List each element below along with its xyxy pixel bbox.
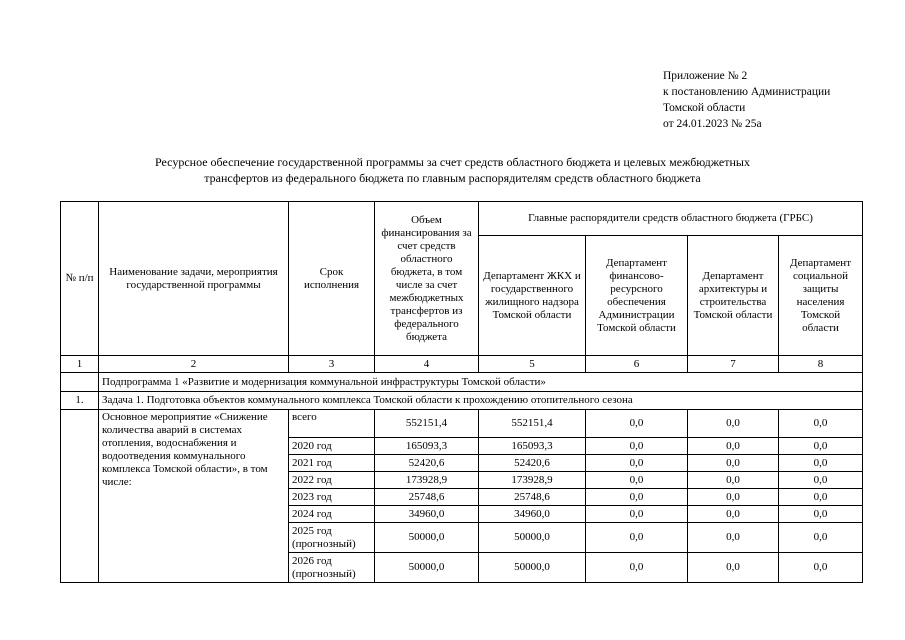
volume-cell: 50000,0 xyxy=(375,523,479,553)
period-cell: 2021 год xyxy=(289,455,375,472)
dept-finance-cell: 0,0 xyxy=(586,455,688,472)
volume-cell: 552151,4 xyxy=(375,410,479,438)
dept-social-cell: 0,0 xyxy=(779,523,863,553)
measure-title: Основное мероприятие «Снижение количества аварий в системах отопления, водоснабжения и водоотведения коммунального комплекса Томской области», в том числе: xyxy=(99,410,289,583)
dept-architecture-cell: 0,0 xyxy=(688,489,779,506)
empty-cell xyxy=(61,410,99,583)
dept-architecture-cell: 0,0 xyxy=(688,438,779,455)
dept-housing-cell: 52420,6 xyxy=(479,455,586,472)
volume-cell: 173928,9 xyxy=(375,472,479,489)
dept-housing-cell: 552151,4 xyxy=(479,410,586,438)
dept-social-cell: 0,0 xyxy=(779,489,863,506)
appendix-line: Приложение № 2 xyxy=(663,70,748,82)
dept-architecture-cell: 0,0 xyxy=(688,410,779,438)
task-number: 1. xyxy=(61,392,99,410)
table-row xyxy=(61,410,863,438)
dept-finance-cell: 0,0 xyxy=(586,489,688,506)
header-dept-architecture: Департамент архитектуры и строительства Томской области xyxy=(688,236,779,356)
document-title xyxy=(90,154,815,186)
dept-finance-cell: 0,0 xyxy=(586,553,688,583)
subprogram-row xyxy=(61,373,863,392)
title-line: Ресурсное обеспечение государственной программы за счет средств областного бюджета и целевых межбюджетных xyxy=(155,155,750,169)
dept-housing-cell: 165093,3 xyxy=(479,438,586,455)
dept-housing-cell: 173928,9 xyxy=(479,472,586,489)
appendix-block xyxy=(663,68,893,132)
header-dept-finance: Департамент финансово-ресурсного обеспечения Администрации Томской области xyxy=(586,236,688,356)
dept-social-cell: 0,0 xyxy=(779,455,863,472)
dept-architecture-cell: 0,0 xyxy=(688,506,779,523)
dept-social-cell: 0,0 xyxy=(779,438,863,455)
dept-architecture-cell: 0,0 xyxy=(688,472,779,489)
header-num: № п/п xyxy=(61,202,99,356)
period-cell: 2020 год xyxy=(289,438,375,455)
dept-housing-cell: 25748,6 xyxy=(479,489,586,506)
volume-cell: 34960,0 xyxy=(375,506,479,523)
column-number: 8 xyxy=(779,356,863,373)
dept-social-cell: 0,0 xyxy=(779,410,863,438)
column-number: 3 xyxy=(289,356,375,373)
dept-housing-cell: 50000,0 xyxy=(479,523,586,553)
volume-cell: 52420,6 xyxy=(375,455,479,472)
volume-cell: 25748,6 xyxy=(375,489,479,506)
dept-social-cell: 0,0 xyxy=(779,472,863,489)
dept-finance-cell: 0,0 xyxy=(586,523,688,553)
period-cell: 2022 год xyxy=(289,472,375,489)
header-dept-social: Департамент социальной защиты населения Томской области xyxy=(779,236,863,356)
dept-architecture-cell: 0,0 xyxy=(688,523,779,553)
task-row xyxy=(61,392,863,410)
dept-finance-cell: 0,0 xyxy=(586,438,688,455)
dept-housing-cell: 50000,0 xyxy=(479,553,586,583)
appendix-line: Томской области xyxy=(663,102,746,114)
column-number: 1 xyxy=(61,356,99,373)
dept-finance-cell: 0,0 xyxy=(586,506,688,523)
dept-social-cell: 0,0 xyxy=(779,506,863,523)
column-number: 5 xyxy=(479,356,586,373)
period-cell: всего xyxy=(289,410,375,438)
period-cell: 2023 год xyxy=(289,489,375,506)
dept-housing-cell: 34960,0 xyxy=(479,506,586,523)
volume-cell: 165093,3 xyxy=(375,438,479,455)
dept-architecture-cell: 0,0 xyxy=(688,455,779,472)
column-number-row xyxy=(61,356,863,373)
empty-cell xyxy=(61,373,99,392)
dept-finance-cell: 0,0 xyxy=(586,472,688,489)
title-line: трансфертов из федерального бюджета по главным распорядителям средств областного бюджета xyxy=(204,171,701,185)
volume-cell: 50000,0 xyxy=(375,553,479,583)
appendix-line: к постановлению Администрации xyxy=(663,86,831,98)
task-title: Задача 1. Подготовка объектов коммунального комплекса Томской области к прохождению отопительного сезона xyxy=(99,392,863,410)
period-cell: 2024 год xyxy=(289,506,375,523)
appendix-line: от 24.01.2023 № 25а xyxy=(663,118,762,130)
header-grbs: Главные распорядители средств областного бюджета (ГРБС) xyxy=(479,202,863,236)
header-dept-housing: Департамент ЖКХ и государственного жилищного надзора Томской области xyxy=(479,236,586,356)
header-volume: Объем финансирования за счет средств областного бюджета, в том числе за счет межбюджетных трансфертов из федерального бюджета xyxy=(375,202,479,356)
period-cell: 2026 год (прогнозный) xyxy=(289,553,375,583)
dept-social-cell: 0,0 xyxy=(779,553,863,583)
resource-table xyxy=(60,201,863,583)
period-cell: 2025 год (прогнозный) xyxy=(289,523,375,553)
dept-finance-cell: 0,0 xyxy=(586,410,688,438)
subprogram-title: Подпрограмма 1 «Развитие и модернизация коммунальной инфраструктуры Томской области» xyxy=(99,373,863,392)
dept-architecture-cell: 0,0 xyxy=(688,553,779,583)
column-number: 4 xyxy=(375,356,479,373)
column-number: 2 xyxy=(99,356,289,373)
header-term: Срок исполнения xyxy=(289,202,375,356)
header-name: Наименование задачи, мероприятия государственной программы xyxy=(99,202,289,356)
column-number: 7 xyxy=(688,356,779,373)
column-number: 6 xyxy=(586,356,688,373)
